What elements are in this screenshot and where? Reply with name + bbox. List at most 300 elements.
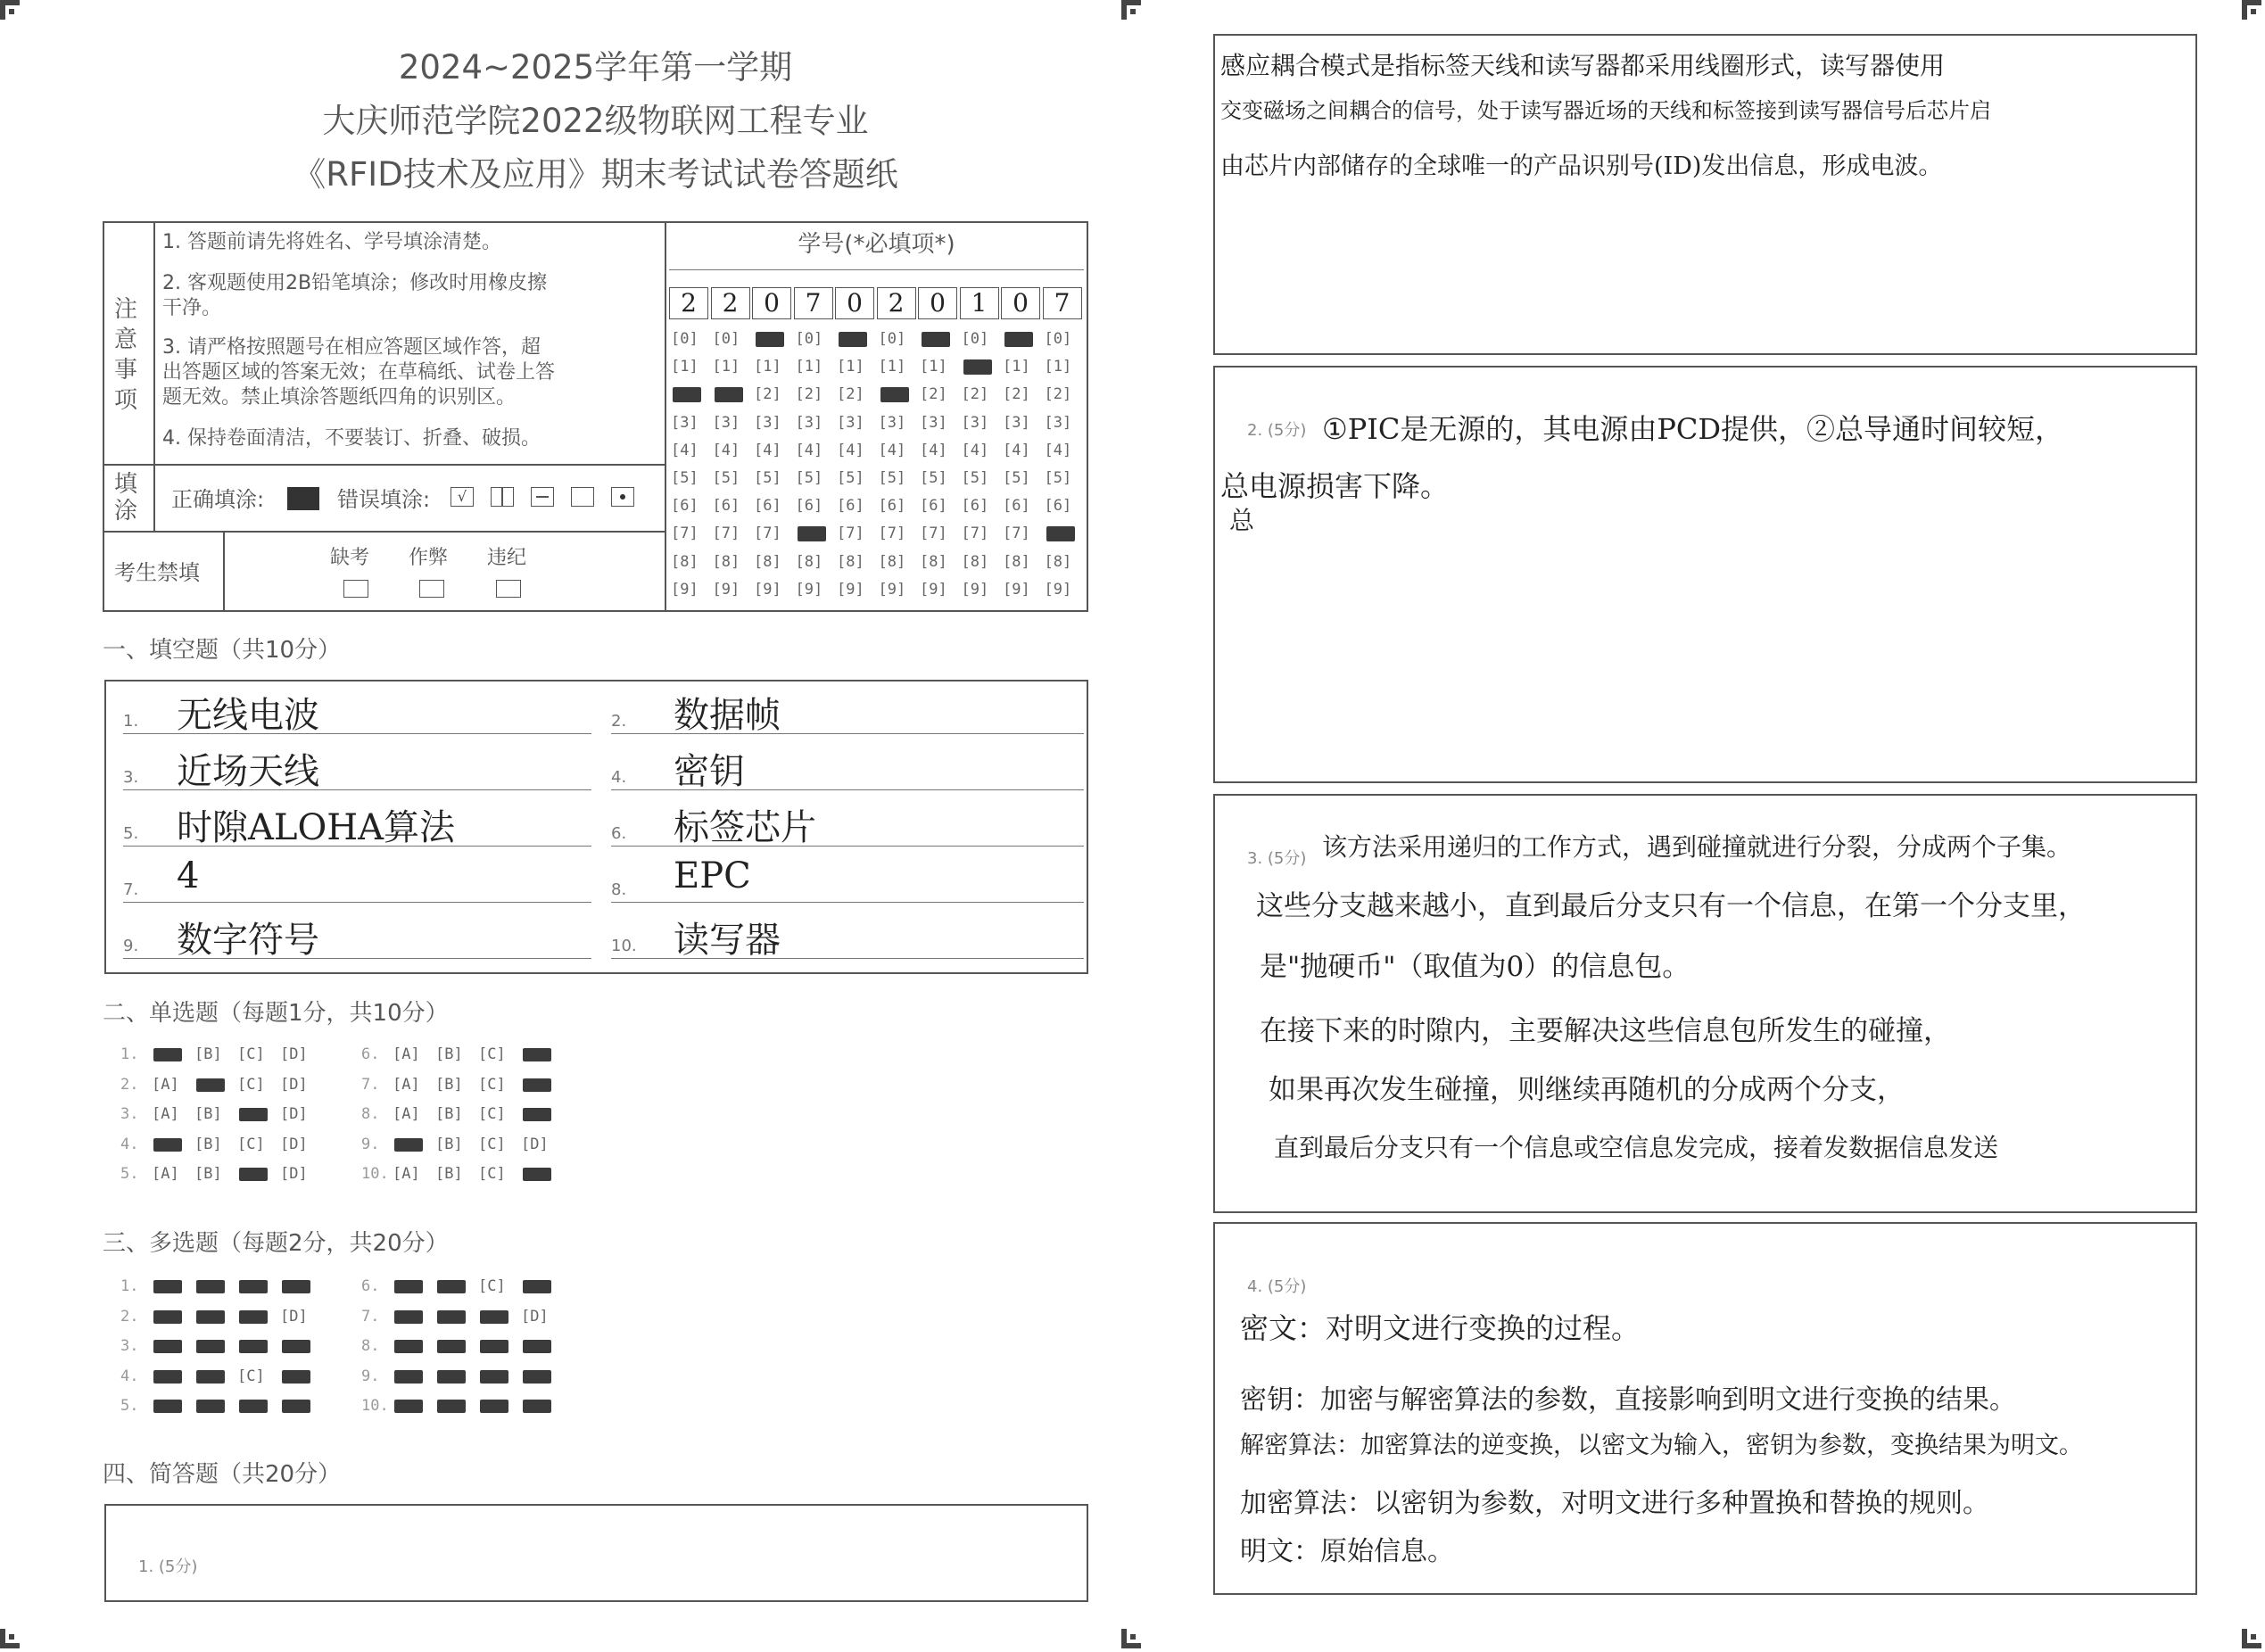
forbid-divider-v xyxy=(223,531,225,612)
multi-choice-bubble-filled[interactable] xyxy=(196,1280,225,1293)
single-choice-bubble[interactable]: [D] xyxy=(280,1045,308,1063)
student-id-bubble[interactable]: [1] xyxy=(712,358,740,376)
single-choice-bubble-filled[interactable] xyxy=(239,1108,268,1121)
fill-blank-number: 3. xyxy=(123,768,139,787)
single-choice-bubble[interactable]: [B] xyxy=(194,1165,222,1183)
single-choice-bubble-filled[interactable] xyxy=(523,1108,551,1121)
multi-choice-bubble-filled[interactable] xyxy=(239,1400,268,1413)
student-id-digit-cell: 2 xyxy=(877,287,916,319)
single-choice-question-number: 8. xyxy=(361,1105,380,1123)
fill-blank-line xyxy=(611,902,1084,903)
section4-q1-label: 1. (5分) xyxy=(138,1557,198,1576)
student-id-bubble-filled[interactable] xyxy=(798,526,826,541)
multi-choice-bubble-filled[interactable] xyxy=(239,1280,268,1293)
fill-blank-answer: 密钥 xyxy=(674,751,745,792)
q1-answer-line-2: 交变磁场之间耦合的信号，处于读写器近场的天线和标签接到读写器信号后芯片启 xyxy=(1220,98,1991,123)
forbidden-cheat-box[interactable] xyxy=(419,580,444,598)
single-choice-bubble[interactable]: [B] xyxy=(435,1135,463,1153)
single-choice-bubble-filled[interactable] xyxy=(153,1138,182,1152)
fill-correct-sample xyxy=(287,487,319,510)
info-divider-v xyxy=(665,221,666,612)
multi-choice-bubble-filled[interactable] xyxy=(282,1370,310,1384)
student-id-bubble[interactable]: [0] xyxy=(961,330,989,348)
student-id-bubble[interactable]: [0] xyxy=(1044,330,1072,348)
multi-choice-bubble-filled[interactable] xyxy=(196,1400,225,1413)
notice-item-1: 1. 答题前请先将姓名、学号填涂清楚。 xyxy=(162,231,501,253)
student-id-bubble[interactable]: [5] xyxy=(837,469,864,487)
header-exam: 《RFID技术及应用》期末考试试卷答题纸 xyxy=(293,155,898,194)
student-id-digit-cell: 0 xyxy=(1001,287,1040,319)
q3-answer-line-6: 直到最后分支只有一个信息或空信息发完成，接着发数据信息发送 xyxy=(1274,1133,1999,1162)
student-id-digit-cell: 7 xyxy=(794,287,833,319)
header-school: 大庆师范学院2022级物联网工程专业 xyxy=(322,102,869,140)
student-id-bubble-filled[interactable] xyxy=(963,359,992,375)
section1-title: 一、填空题（共10分） xyxy=(103,637,342,664)
q2-answer-line-2: 总电源损害下降。 xyxy=(1220,469,1450,503)
student-id-bubble[interactable]: [8] xyxy=(1044,552,1072,571)
multi-choice-bubble[interactable]: [C] xyxy=(237,1367,265,1385)
forbidden-label: 考生禁填 xyxy=(114,560,200,585)
multi-choice-bubble-filled[interactable] xyxy=(239,1340,268,1353)
student-id-bubble[interactable]: [1] xyxy=(795,358,823,376)
single-choice-bubble[interactable]: [B] xyxy=(435,1165,463,1183)
student-id-bubble-filled[interactable] xyxy=(880,387,909,402)
multi-choice-bubble-filled[interactable] xyxy=(153,1280,182,1293)
q3-answer-line-2: 这些分支越来越小，直到最后分支只有一个信息，在第一个分支里， xyxy=(1256,890,2086,922)
student-id-bubble[interactable]: [6] xyxy=(671,497,699,516)
student-id-bubble[interactable]: [6] xyxy=(961,497,989,516)
fill-blank-line xyxy=(123,902,591,903)
student-id-bubble[interactable]: [3] xyxy=(754,413,781,432)
q3-answer-line-5: 如果再次发生碰撞，则继续再随机的分成两个分支， xyxy=(1269,1074,1905,1106)
notice-divider-h xyxy=(103,464,665,466)
fill-blank-number: 10. xyxy=(611,937,637,955)
multi-choice-bubble-filled[interactable] xyxy=(394,1400,423,1413)
student-id-bubble[interactable]: [3] xyxy=(961,413,989,432)
forbidden-violate-box[interactable] xyxy=(496,580,521,598)
wrong-sample-half xyxy=(491,487,514,507)
multi-choice-bubble-filled[interactable] xyxy=(239,1310,268,1324)
corner-mark-top-left xyxy=(0,0,20,20)
single-choice-bubble[interactable]: [B] xyxy=(194,1105,222,1123)
single-choice-bubble[interactable]: [B] xyxy=(435,1075,463,1094)
student-id-bubble[interactable]: [1] xyxy=(1044,358,1072,376)
student-id-bubble[interactable]: [5] xyxy=(1044,469,1072,487)
single-choice-bubble[interactable]: [B] xyxy=(194,1045,222,1063)
student-id-bubble[interactable]: [3] xyxy=(671,413,699,432)
corner-mark-top-middle xyxy=(1121,0,1141,20)
q3-answer-line-4: 在接下来的时隙内，主要解决这些信息包所发生的碰撞， xyxy=(1260,1015,1951,1047)
single-choice-bubble[interactable]: [C] xyxy=(478,1075,506,1094)
q4-answer-line-4: 加密算法：以密钥为参数，对明文进行多种置换和替换的规则。 xyxy=(1240,1488,1989,1519)
single-choice-bubble-filled[interactable] xyxy=(394,1138,423,1152)
single-choice-bubble[interactable]: [C] xyxy=(478,1045,506,1063)
multi-choice-bubble-filled[interactable] xyxy=(480,1340,508,1353)
single-choice-bubble-filled[interactable] xyxy=(196,1078,225,1092)
single-choice-bubble[interactable]: [B] xyxy=(194,1135,222,1153)
student-id-bubble[interactable]: [8] xyxy=(837,552,864,571)
student-id-bubble[interactable]: [7] xyxy=(1003,525,1030,543)
student-id-bubble[interactable]: [2] xyxy=(1044,385,1072,404)
student-id-bubble[interactable]: [4] xyxy=(754,441,781,459)
section2-title: 二、单选题（每题1分，共10分） xyxy=(103,1000,449,1027)
fill-blank-answer: 数据帧 xyxy=(674,695,781,736)
student-id-bubble[interactable]: [9] xyxy=(671,580,699,599)
student-id-bubble[interactable]: [7] xyxy=(920,525,947,543)
fill-blank-number: 5. xyxy=(123,824,139,843)
student-id-digit-cell: 0 xyxy=(752,287,791,319)
student-id-bubble[interactable]: [9] xyxy=(712,580,740,599)
student-id-bubble[interactable]: [5] xyxy=(878,469,906,487)
student-id-bubble[interactable]: [2] xyxy=(1003,385,1030,404)
student-id-bubble[interactable]: [1] xyxy=(754,358,781,376)
single-choice-bubble[interactable]: [B] xyxy=(435,1045,463,1063)
fill-wrong-label: 错误填涂: xyxy=(337,487,431,512)
notice-item-4: 4. 保持卷面清洁，不要装订、折叠、破损。 xyxy=(162,427,541,450)
single-choice-question-number: 5. xyxy=(120,1165,139,1183)
wrong-sample-dash xyxy=(531,487,554,507)
single-choice-question-number: 10. xyxy=(361,1165,389,1183)
student-id-bubble[interactable]: [5] xyxy=(671,469,699,487)
student-id-underline xyxy=(669,269,1084,270)
student-id-bubble[interactable]: [4] xyxy=(1003,441,1030,459)
single-choice-bubble[interactable]: [A] xyxy=(393,1045,420,1063)
student-id-bubble[interactable]: [7] xyxy=(712,525,740,543)
student-id-bubble[interactable]: [6] xyxy=(837,497,864,516)
student-id-bubble[interactable]: [4] xyxy=(837,441,864,459)
fill-blank-number: 9. xyxy=(123,937,139,955)
notice-label: 注意事项 xyxy=(114,296,138,414)
student-id-bubble[interactable]: [9] xyxy=(1044,580,1072,599)
single-choice-bubble[interactable]: [C] xyxy=(237,1045,265,1063)
student-id-bubble[interactable]: [7] xyxy=(671,525,699,543)
single-choice-bubble[interactable]: [B] xyxy=(435,1105,463,1123)
single-choice-bubble-filled[interactable] xyxy=(153,1048,182,1061)
multi-choice-bubble-filled[interactable] xyxy=(153,1400,182,1413)
section3-title: 三、多选题（每题2分，共20分） xyxy=(103,1230,449,1257)
student-id-bubble[interactable]: [6] xyxy=(795,497,823,516)
student-id-bubble[interactable]: [2] xyxy=(795,385,823,404)
student-id-bubble[interactable]: [3] xyxy=(878,413,906,432)
q1-answer-line-3: 由芯片内部储存的全球唯一的产品识别号(ID)发出信息，形成电波。 xyxy=(1220,153,1943,180)
student-id-bubble[interactable]: [3] xyxy=(712,413,740,432)
fill-blank-answer: 数字符号 xyxy=(177,920,319,961)
single-choice-bubble-filled[interactable] xyxy=(523,1078,551,1092)
student-id-bubble[interactable]: [6] xyxy=(878,497,906,516)
multi-choice-bubble-filled[interactable] xyxy=(153,1370,182,1384)
student-id-bubble[interactable]: [5] xyxy=(961,469,989,487)
multi-choice-question-number: 10. xyxy=(361,1397,389,1415)
single-choice-bubble-filled[interactable] xyxy=(239,1168,268,1181)
q4-answer-line-5: 明文：原始信息。 xyxy=(1240,1536,1454,1567)
multi-choice-question-number: 9. xyxy=(361,1367,380,1385)
student-id-bubble[interactable]: [0] xyxy=(671,330,699,348)
student-id-bubble[interactable]: [4] xyxy=(795,441,823,459)
single-choice-question-number: 1. xyxy=(120,1045,139,1063)
student-id-bubble[interactable]: [3] xyxy=(795,413,823,432)
multi-choice-bubble-filled[interactable] xyxy=(480,1310,508,1324)
q4-answer-line-3: 解密算法：加密算法的逆变换，以密文为输入，密钥为参数，变换结果为明文。 xyxy=(1240,1432,2083,1459)
fill-correct-label: 正确填涂: xyxy=(171,487,265,512)
student-id-bubble[interactable]: [9] xyxy=(920,580,947,599)
student-id-bubble[interactable]: [4] xyxy=(712,441,740,459)
q3-label: 3. (5分) xyxy=(1247,849,1307,868)
student-id-digit-cell: 2 xyxy=(669,287,708,319)
student-id-bubble[interactable]: [9] xyxy=(837,580,864,599)
fill-blank-answer: 读写器 xyxy=(674,920,781,961)
student-id-bubble[interactable]: [6] xyxy=(754,497,781,516)
student-id-bubble[interactable]: [4] xyxy=(878,441,906,459)
student-id-bubble[interactable]: [2] xyxy=(837,385,864,404)
student-id-bubble-filled[interactable] xyxy=(1004,332,1033,347)
wrong-sample-empty xyxy=(571,487,594,507)
notice-divider-v xyxy=(153,221,155,464)
multi-choice-question-number: 1. xyxy=(120,1277,139,1295)
student-id-bubble[interactable]: [9] xyxy=(961,580,989,599)
single-choice-bubble[interactable]: [A] xyxy=(152,1165,179,1183)
notice-item-2b: 干净。 xyxy=(162,297,222,319)
section4-q1-box xyxy=(104,1504,1088,1602)
single-choice-bubble-filled[interactable] xyxy=(523,1048,551,1061)
multi-choice-question-number: 3. xyxy=(120,1337,139,1355)
multi-choice-bubble-filled[interactable] xyxy=(437,1370,466,1384)
multi-choice-bubble-filled[interactable] xyxy=(437,1340,466,1353)
single-choice-bubble[interactable]: [C] xyxy=(237,1075,265,1094)
student-id-bubble[interactable]: [3] xyxy=(837,413,864,432)
forbidden-cheat: 作弊 xyxy=(409,547,449,569)
student-id-bubble[interactable]: [1] xyxy=(671,358,699,376)
student-id-bubble[interactable]: [7] xyxy=(878,525,906,543)
student-id-bubble[interactable]: [5] xyxy=(754,469,781,487)
fill-blank-number: 6. xyxy=(611,824,627,843)
single-choice-bubble-filled[interactable] xyxy=(523,1168,551,1181)
single-choice-bubble[interactable]: [C] xyxy=(478,1135,506,1153)
fill-blank-number: 2. xyxy=(611,712,627,731)
student-id-bubble[interactable]: [6] xyxy=(1044,497,1072,516)
corner-mark-top-right xyxy=(2242,0,2261,20)
fill-blank-number: 7. xyxy=(123,880,139,899)
multi-choice-bubble[interactable]: [D] xyxy=(280,1307,308,1326)
single-choice-question-number: 4. xyxy=(120,1135,139,1153)
student-id-bubble[interactable]: [9] xyxy=(1003,580,1030,599)
student-id-bubble-filled[interactable] xyxy=(715,387,743,402)
student-id-bubble[interactable]: [7] xyxy=(837,525,864,543)
student-id-digit-cell: 1 xyxy=(960,287,999,319)
fill-divider-h xyxy=(103,531,665,533)
q2-answer-line-1: ①PIC是无源的，其电源由PCD提供，②总导通时间较短， xyxy=(1322,412,2064,446)
single-choice-question-number: 2. xyxy=(120,1075,139,1094)
single-choice-bubble[interactable]: [A] xyxy=(152,1075,179,1094)
multi-choice-bubble-filled[interactable] xyxy=(437,1400,466,1413)
single-choice-question-number: 6. xyxy=(361,1045,380,1063)
student-id-bubble[interactable]: [8] xyxy=(961,552,989,571)
student-id-bubble[interactable]: [5] xyxy=(795,469,823,487)
notice-item-3b: 出答题区域的答案无效；在草稿纸、试卷上答 xyxy=(162,361,556,384)
q1-answer-box xyxy=(1213,34,2197,355)
multi-choice-bubble-filled[interactable] xyxy=(523,1400,551,1413)
student-id-bubble[interactable]: [8] xyxy=(795,552,823,571)
student-id-bubble[interactable]: [0] xyxy=(795,330,823,348)
notice-item-3: 3. 请严格按照题号在相应答题区域作答，超 xyxy=(162,336,541,359)
multi-choice-bubble-filled[interactable] xyxy=(394,1310,423,1324)
multi-choice-question-number: 2. xyxy=(120,1307,139,1326)
single-choice-bubble[interactable]: [D] xyxy=(280,1105,308,1123)
student-id-bubble[interactable]: [1] xyxy=(920,358,947,376)
student-id-bubble[interactable]: [8] xyxy=(1003,552,1030,571)
single-choice-bubble[interactable]: [D] xyxy=(280,1165,308,1183)
multi-choice-question-number: 4. xyxy=(120,1367,139,1385)
student-id-bubble[interactable]: [2] xyxy=(920,385,947,404)
q4-answer-line-2: 密钥：加密与解密算法的参数，直接影响到明文进行变换的结果。 xyxy=(1240,1384,2016,1416)
multi-choice-bubble[interactable]: [C] xyxy=(478,1277,506,1295)
multi-choice-bubble[interactable]: [D] xyxy=(521,1307,549,1326)
student-id-bubble[interactable]: [3] xyxy=(1044,413,1072,432)
student-id-bubble[interactable]: [5] xyxy=(920,469,947,487)
wrong-sample-dot xyxy=(611,487,634,507)
student-id-digit-cell: 7 xyxy=(1043,287,1082,319)
single-choice-question-number: 7. xyxy=(361,1075,380,1094)
student-id-bubble[interactable]: [7] xyxy=(961,525,989,543)
multi-choice-bubble-filled[interactable] xyxy=(196,1370,225,1384)
multi-choice-question-number: 8. xyxy=(361,1337,380,1355)
student-id-bubble[interactable]: [1] xyxy=(1003,358,1030,376)
student-id-bubble[interactable]: [4] xyxy=(961,441,989,459)
notice-item-3c: 题无效。禁止填涂答题纸四角的识别区。 xyxy=(162,386,517,409)
multi-choice-bubble-filled[interactable] xyxy=(480,1400,508,1413)
student-id-bubble[interactable]: [6] xyxy=(920,497,947,516)
student-id-bubble[interactable]: [1] xyxy=(837,358,864,376)
student-id-bubble[interactable]: [8] xyxy=(712,552,740,571)
single-choice-bubble[interactable]: [D] xyxy=(521,1135,549,1153)
student-id-bubble[interactable]: [2] xyxy=(961,385,989,404)
wrong-sample-check: √ xyxy=(451,487,474,507)
forbidden-absent-box[interactable] xyxy=(343,580,368,598)
student-id-bubble[interactable]: [7] xyxy=(754,525,781,543)
fill-blank-answer: 时隙ALOHA算法 xyxy=(177,807,456,848)
fill-blank-answer: 标签芯片 xyxy=(674,807,816,848)
student-id-bubble[interactable]: [4] xyxy=(1044,441,1072,459)
student-id-bubble[interactable]: [9] xyxy=(795,580,823,599)
single-choice-question-number: 9. xyxy=(361,1135,380,1153)
multi-choice-bubble-filled[interactable] xyxy=(196,1310,225,1324)
multi-choice-bubble-filled[interactable] xyxy=(394,1280,423,1293)
corner-mark-bottom-left xyxy=(0,1629,20,1648)
student-id-bubble[interactable]: [5] xyxy=(712,469,740,487)
fill-blank-answer: 无线电波 xyxy=(177,695,319,736)
single-choice-bubble[interactable]: [A] xyxy=(393,1105,420,1123)
student-id-bubble[interactable]: [8] xyxy=(920,552,947,571)
notice-item-2: 2. 客观题使用2B铅笔填涂；修改时用橡皮擦 xyxy=(162,272,548,294)
header-year: 2024~2025学年第一学期 xyxy=(398,48,793,87)
student-id-bubble[interactable]: [2] xyxy=(754,385,781,404)
fill-blank-number: 4. xyxy=(611,768,627,787)
student-id-bubble[interactable]: [8] xyxy=(754,552,781,571)
student-id-bubble[interactable]: [4] xyxy=(671,441,699,459)
student-id-label: 学号(*必填项*) xyxy=(798,231,955,258)
student-id-bubble[interactable]: [5] xyxy=(1003,469,1030,487)
multi-choice-bubble-filled[interactable] xyxy=(282,1400,310,1413)
q2-answer-line-3: 总 xyxy=(1229,506,1255,535)
section4-title: 四、简答题（共20分） xyxy=(103,1461,342,1488)
multi-choice-bubble-filled[interactable] xyxy=(523,1280,551,1293)
student-id-bubble[interactable]: [4] xyxy=(920,441,947,459)
single-choice-bubble[interactable]: [A] xyxy=(393,1075,420,1094)
fill-blank-answer: EPC xyxy=(674,855,751,896)
corner-mark-bottom-middle xyxy=(1121,1629,1141,1648)
student-id-bubble[interactable]: [8] xyxy=(671,552,699,571)
student-id-bubble[interactable]: [6] xyxy=(1003,497,1030,516)
single-choice-bubble[interactable]: [A] xyxy=(393,1165,420,1183)
corner-mark-bottom-right xyxy=(2242,1629,2261,1648)
fill-blank-number: 1. xyxy=(123,712,139,731)
student-id-bubble[interactable]: [9] xyxy=(878,580,906,599)
q2-label: 2. (5分) xyxy=(1247,421,1307,440)
student-id-bubble[interactable]: [0] xyxy=(878,330,906,348)
student-id-bubble[interactable]: [9] xyxy=(754,580,781,599)
student-id-bubble-filled[interactable] xyxy=(1046,526,1075,541)
student-id-bubble[interactable]: [8] xyxy=(878,552,906,571)
multi-choice-bubble-filled[interactable] xyxy=(196,1340,225,1353)
student-id-digit-cell: 2 xyxy=(711,287,750,319)
multi-choice-question-number: 5. xyxy=(120,1397,139,1415)
student-id-bubble-filled[interactable] xyxy=(673,387,701,402)
student-id-bubble[interactable]: [6] xyxy=(712,497,740,516)
single-choice-bubble[interactable]: [C] xyxy=(478,1105,506,1123)
fill-blank-answer: 4 xyxy=(177,855,200,896)
fill-blank-number: 8. xyxy=(611,880,627,899)
multi-choice-bubble-filled[interactable] xyxy=(153,1310,182,1324)
q4-answer-line-1: 密文：对明文进行变换的过程。 xyxy=(1240,1311,1641,1345)
fill-divider-v xyxy=(153,464,155,531)
single-choice-bubble[interactable]: [C] xyxy=(237,1135,265,1153)
fill-blank-answer: 近场天线 xyxy=(177,751,319,792)
multi-choice-bubble-filled[interactable] xyxy=(282,1340,310,1353)
multi-choice-bubble-filled[interactable] xyxy=(480,1370,508,1384)
multi-choice-bubble-filled[interactable] xyxy=(394,1340,423,1353)
q1-answer-line-1: 感应耦合模式是指标签天线和读写器都采用线圈形式，读写器使用 xyxy=(1220,51,1946,80)
single-choice-question-number: 3. xyxy=(120,1105,139,1123)
student-id-bubble-filled[interactable] xyxy=(839,332,867,347)
fill-label: 填涂 xyxy=(114,471,138,525)
multi-choice-bubble-filled[interactable] xyxy=(437,1310,466,1324)
multi-choice-question-number: 7. xyxy=(361,1307,380,1326)
forbidden-absent: 缺考 xyxy=(330,547,370,569)
student-id-bubble[interactable]: [1] xyxy=(878,358,906,376)
student-id-bubble[interactable]: [3] xyxy=(1003,413,1030,432)
multi-choice-question-number: 6. xyxy=(361,1277,380,1295)
single-choice-bubble[interactable]: [D] xyxy=(280,1135,308,1153)
multi-choice-bubble-filled[interactable] xyxy=(437,1280,466,1293)
multi-choice-bubble-filled[interactable] xyxy=(394,1370,423,1384)
multi-choice-bubble-filled[interactable] xyxy=(523,1340,551,1353)
single-choice-bubble[interactable]: [C] xyxy=(478,1165,506,1183)
single-choice-bubble[interactable]: [A] xyxy=(152,1105,179,1123)
single-choice-bubble[interactable]: [D] xyxy=(280,1075,308,1094)
q4-label: 4. (5分) xyxy=(1247,1277,1307,1296)
forbidden-violate: 违纪 xyxy=(487,547,527,569)
student-id-bubble-filled[interactable] xyxy=(922,332,950,347)
student-id-digit-cell: 0 xyxy=(835,287,874,319)
student-id-bubble[interactable]: [3] xyxy=(920,413,947,432)
student-id-bubble[interactable]: [0] xyxy=(712,330,740,348)
multi-choice-bubble-filled[interactable] xyxy=(523,1370,551,1384)
multi-choice-bubble-filled[interactable] xyxy=(282,1280,310,1293)
student-id-bubble-filled[interactable] xyxy=(756,332,784,347)
multi-choice-bubble-filled[interactable] xyxy=(153,1340,182,1353)
q3-answer-line-3: 是"抛硬币"（取值为0）的信息包。 xyxy=(1260,951,1690,983)
student-id-digit-cell: 0 xyxy=(918,287,957,319)
q3-answer-line-1: 该方法采用递归的工作方式，遇到碰撞就进行分裂，分成两个子集。 xyxy=(1322,832,2072,862)
